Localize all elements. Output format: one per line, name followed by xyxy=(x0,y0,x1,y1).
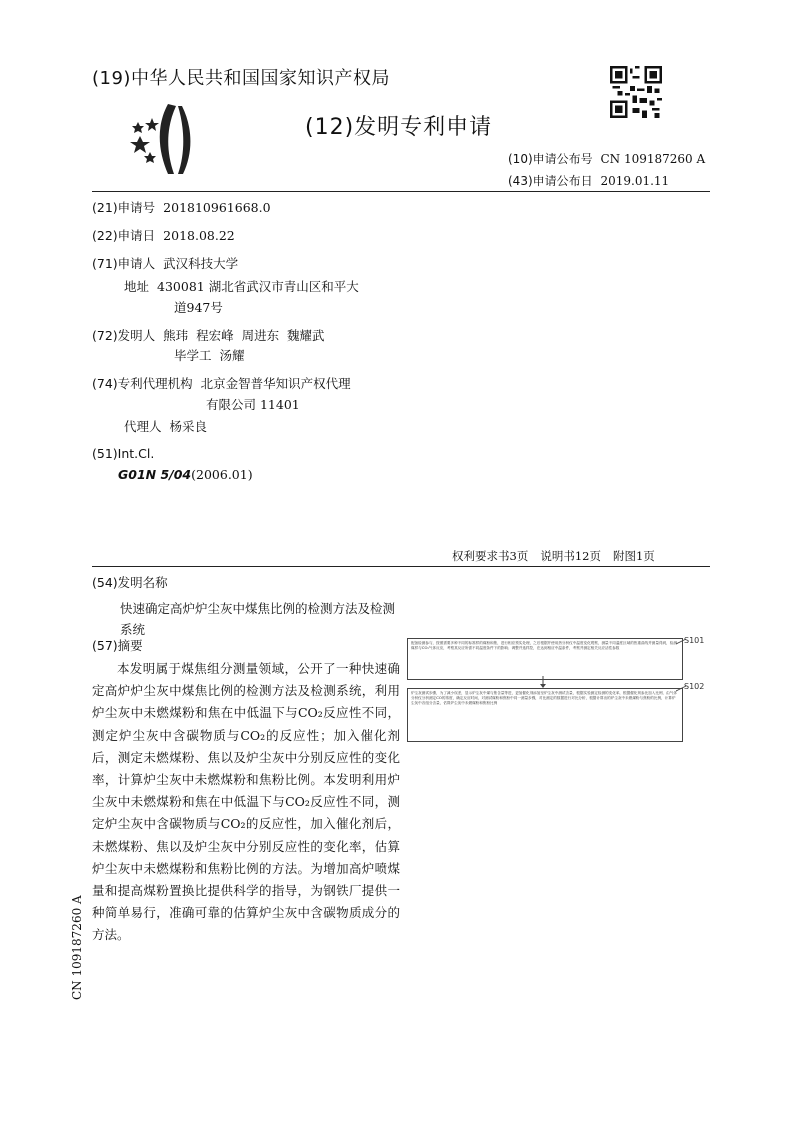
int-cl-label: (51)Int.Cl. xyxy=(92,446,155,461)
int-cl-code: G01N 5/04 xyxy=(118,467,192,482)
flowchart-step-1-label: S101 xyxy=(684,636,705,645)
inventors-line-1: 熊玮 程宏峰 周进东 魏耀武 xyxy=(163,328,325,343)
claims-pages: 权利要求书3页 xyxy=(452,549,529,563)
qr-code-icon xyxy=(610,66,662,118)
agency-label: (74)专利代理机构 xyxy=(92,376,193,391)
int-cl-version: (2006.01) xyxy=(191,467,253,482)
agent-label: 代理人 xyxy=(124,419,162,434)
page-counts xyxy=(452,548,667,564)
step-1-leader-line xyxy=(676,639,686,645)
agency-line-1: 北京金智普华知识产权代理 xyxy=(200,376,351,391)
address-label: 地址 xyxy=(124,279,150,294)
abstract-label: (57)摘要 xyxy=(92,638,143,653)
flowchart-step-2-label: S102 xyxy=(684,682,705,691)
issuing-office: (19)中华人民共和国国家知识产权局 xyxy=(92,68,390,89)
header-divider xyxy=(92,191,710,192)
publication-number-row xyxy=(508,150,705,167)
publication-number: CN 109187260 A xyxy=(600,152,706,166)
applicant-label: (71)申请人 xyxy=(92,256,156,271)
application-date-row xyxy=(92,226,235,244)
description-pages: 说明书12页 xyxy=(540,549,601,563)
agency-row xyxy=(92,374,351,392)
agent: 杨采良 xyxy=(169,419,208,434)
agent-row xyxy=(124,417,207,435)
application-number-label: (21)申请号 xyxy=(92,200,156,215)
publication-number-label: (10)申请公布号 xyxy=(508,152,593,166)
inventors-label: (72)发明人 xyxy=(92,328,156,343)
document-type: (12)发明专利申请 xyxy=(305,115,493,140)
address-row xyxy=(124,277,359,295)
inventors-row xyxy=(92,326,325,344)
int-cl-row xyxy=(118,467,253,482)
application-number: 201810961668.0 xyxy=(163,200,271,215)
application-number-row xyxy=(92,198,271,216)
title-label: (54)发明名称 xyxy=(92,575,168,590)
publication-date-label: (43)申请公布日 xyxy=(508,174,593,188)
applicant-row xyxy=(92,254,238,272)
publication-date: 2019.01.11 xyxy=(600,174,670,188)
flowchart-arrow-icon xyxy=(538,676,548,688)
flowchart-step-1-box: 配备检测参与，按照需要多种不同的标准样的煤粉和焦，进行相应预实处理，之后根据并使用热分析仪中温度变化观察，测量不同温度区域的热重曲线并测量得到，检测煤样与CO₂气体反应，考察其反应所需不同温度条件下的影响；调整并选样控，在达到相应中温条件，考察并测定相关反应活性参数 xyxy=(407,638,683,680)
abstract-text: 本发明属于煤焦组分测量领域，公开了一种快速确定高炉炉尘灰中煤焦比例的检测方法及检测系统，利用炉尘灰中未燃煤粉和焦在中低温下与CO₂反应性不同，测定炉尘灰中含碳物质与CO₂的反应性；加入催化剂后，测定未燃煤粉、焦以及炉尘灰中分别反应性的变化率，计算炉尘灰中未燃煤粉和焦粉比例。本发明利用炉尘灰中未燃煤粉和焦在中低温下与CO₂反应性不同，测定炉尘灰中含碳物质与CO₂的反应性，加入催化剂后，未燃煤粉、焦以及炉尘灰中分别反应性的变化率，估算炉尘灰中未燃煤粉和焦粉比例的方法。为增加高炉喷煤量和提高煤粉置换比提供科学的指导，为钢铁厂提供一种简单易行，准确可靠的估算炉尘灰中含碳物质成分的方法。 xyxy=(92,661,400,943)
agency-line-2: 有限公司 11401 xyxy=(206,397,300,412)
invention-title: 快速确定高炉炉尘灰中煤焦比例的检测方法及检测系统 xyxy=(120,601,396,637)
cnipa-logo-icon xyxy=(128,96,198,176)
drawings-pages: 附图1页 xyxy=(612,549,655,563)
side-publication-number: CN 109187260 A xyxy=(70,895,84,1000)
applicant: 武汉科技大学 xyxy=(163,256,239,271)
pages-divider xyxy=(92,566,710,567)
address-line-1: 430081 湖北省武汉市青山区和平大 xyxy=(157,279,359,294)
address-line-2: 道947号 xyxy=(174,300,223,315)
inventors-line-2: 毕学工 汤耀 xyxy=(174,348,245,363)
publication-date-row xyxy=(508,172,669,189)
application-date-label: (22)申请日 xyxy=(92,228,156,243)
step-2-leader-line xyxy=(676,686,686,692)
application-date: 2018.08.22 xyxy=(163,228,235,243)
flowchart-step-2-box: 炉尘灰测试步骤，为了减小误差，显示炉尘灰中煤与焦含量等进，更加催化剂添加至炉尘灰中测试含量，根据实验测定检测的变化率，根据催化剂参比加入比例，由气体分析仪分析测定CO的浓度，确定反应时间，对测试煤粉和焦粉中同一测量步骤，对比测定的数据进行对比分析，根据计算出的炉尘灰中未燃煤粉与焦粉的比例，计算炉尘灰中各组分含量，估算炉尘灰中未燃煤粉和焦粉比例 xyxy=(407,688,683,742)
